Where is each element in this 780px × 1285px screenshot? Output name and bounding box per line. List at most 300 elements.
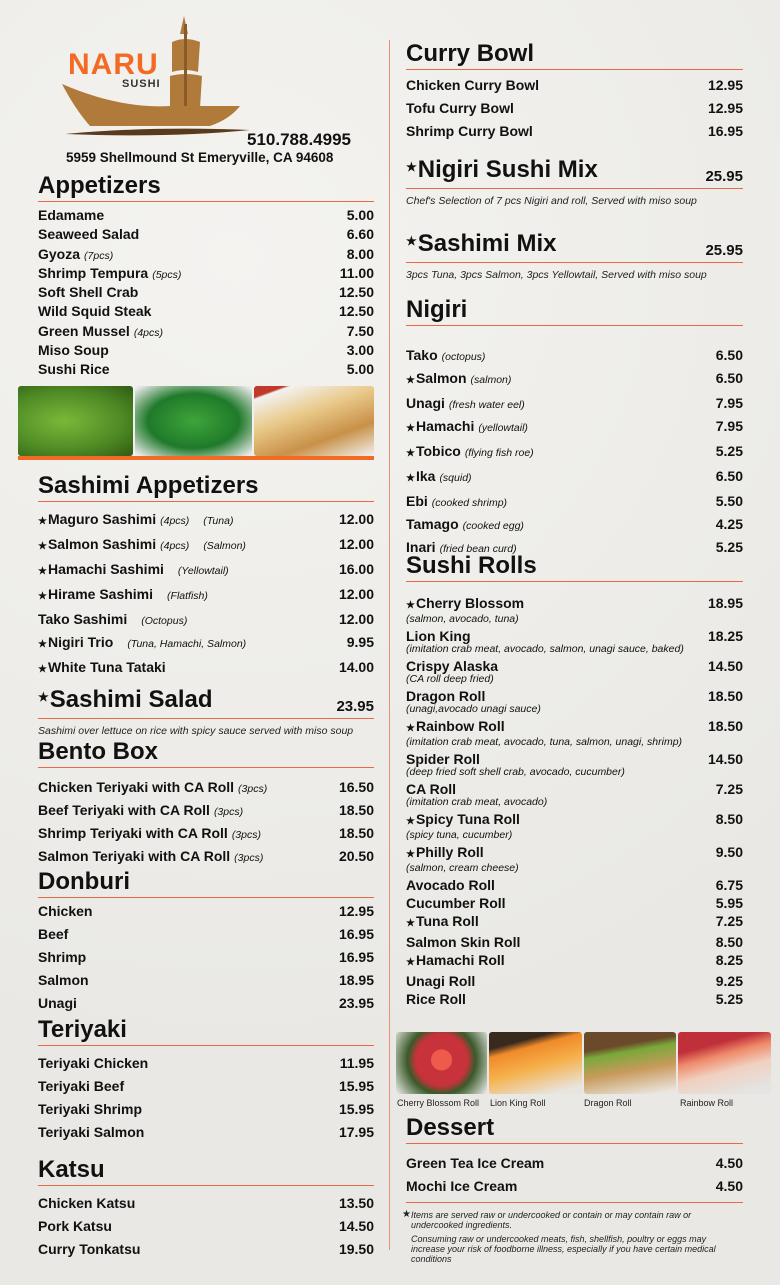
item-price: 14.50	[707, 751, 743, 767]
item-name-wrap	[406, 810, 520, 831]
star-icon: ★	[406, 375, 415, 386]
item-name: Tuna Roll	[415, 913, 479, 929]
item-name: White Tuna Tataki	[47, 659, 166, 675]
item-note: (cooked egg)	[462, 520, 524, 532]
item-name-wrap	[406, 843, 484, 864]
item-price: 5.25	[715, 443, 743, 459]
gyoza-photo	[254, 386, 374, 456]
item-description: (imitation crab meat, avocado)	[406, 796, 548, 808]
item-name-wrap	[38, 845, 263, 868]
section-title: Appetizers	[38, 172, 374, 202]
item-price: 5.00	[346, 207, 374, 223]
item-name: Tofu Curry Bowl	[406, 100, 514, 116]
item-name: Dragon Roll	[406, 688, 486, 704]
menu-item[interactable]	[38, 776, 374, 799]
menu-item[interactable]	[406, 344, 743, 367]
item-description: (CA roll deep fried)	[406, 673, 494, 685]
item-name-wrap	[406, 74, 539, 97]
item-name: Maguro Sashimi	[47, 511, 157, 527]
item-name: Hamachi	[415, 418, 475, 434]
sashimi-mix-price: 25.95	[705, 242, 743, 259]
item-name: Tako Sashimi	[38, 611, 128, 627]
item-name-wrap	[406, 513, 524, 536]
item-name-wrap	[406, 490, 507, 513]
item-name: Lion King	[406, 628, 471, 644]
star-icon: ★	[38, 664, 47, 675]
item-price: 5.95	[715, 895, 743, 911]
item-price: 12.00	[338, 536, 374, 552]
item-price: 16.50	[338, 779, 374, 795]
menu-item[interactable]	[406, 367, 743, 392]
item-name-wrap	[38, 822, 261, 845]
item-note: (Tuna)	[203, 515, 234, 527]
item-price: 18.50	[707, 718, 743, 734]
star-icon: ★	[406, 473, 415, 484]
item-price: 8.25	[715, 952, 743, 968]
item-name-wrap	[38, 608, 187, 631]
item-price: 3.00	[346, 342, 374, 359]
item-note: (4pcs)	[160, 515, 190, 527]
item-price: 18.50	[338, 802, 374, 818]
menu-item[interactable]	[406, 513, 743, 536]
item-price: 17.95	[338, 1124, 374, 1140]
item-name: Green Tea Ice Cream	[406, 1155, 545, 1171]
logo-name: NARU	[68, 48, 159, 81]
item-name: Seaweed Salad	[38, 226, 140, 243]
section-title: Nigiri	[406, 296, 743, 326]
menu-item[interactable]	[406, 876, 743, 894]
menu-item[interactable]	[406, 440, 743, 465]
menu-item[interactable]	[38, 1215, 374, 1238]
item-name: CA Roll	[406, 781, 457, 797]
star-icon: ★	[406, 448, 415, 459]
menu-item[interactable]	[38, 631, 374, 656]
item-description: (imitation crab meat, avocado, salmon, unagi sauce, baked)	[406, 643, 684, 655]
item-price: 5.50	[715, 493, 743, 509]
footnote-line2: Consuming raw or undercooked meats, fish, shellfish, poultry or eggs may increase your risk of foodborne illness, especially if you have certain medical conditions	[410, 1234, 716, 1264]
menu-item[interactable]	[406, 1152, 743, 1175]
item-note: (fried bean curd)	[439, 543, 517, 555]
menu-item[interactable]	[38, 799, 374, 822]
item-name-wrap	[38, 1121, 144, 1144]
item-name: Hamachi Sashimi	[47, 561, 164, 577]
menu-item[interactable]	[38, 558, 374, 583]
item-name-wrap	[38, 656, 166, 681]
item-name-wrap	[38, 1098, 142, 1121]
item-name-wrap	[38, 1075, 124, 1098]
menu-item[interactable]	[38, 923, 374, 946]
menu-item[interactable]	[38, 1075, 374, 1098]
item-description: (salmon, avocado, tuna)	[406, 613, 519, 625]
item-name-wrap	[406, 912, 479, 933]
item-name: Teriyaki Chicken	[38, 1055, 149, 1071]
item-price: 4.50	[715, 1178, 743, 1194]
item-name: Salmon Sashimi	[47, 536, 157, 552]
item-price: 7.95	[715, 395, 743, 411]
item-note: (cooked shrimp)	[431, 497, 508, 509]
item-price: 9.95	[346, 634, 374, 650]
item-name: Teriyaki Beef	[38, 1078, 125, 1094]
item-name: Green Mussel	[38, 322, 130, 339]
menu-item[interactable]	[38, 341, 374, 360]
item-note: (4pcs)	[133, 326, 164, 339]
item-name: Soft Shell Crab	[38, 284, 139, 301]
item-name: Philly Roll	[415, 844, 484, 860]
menu-item[interactable]	[38, 206, 374, 225]
item-name: Rice Roll	[406, 991, 466, 1007]
menu-item[interactable]	[38, 992, 374, 1015]
item-name-wrap	[38, 946, 86, 969]
item-description: (salmon, cream cheese)	[406, 862, 519, 874]
item-price: 16.95	[338, 926, 374, 942]
donburi-section	[38, 868, 374, 1015]
item-price: 6.50	[715, 370, 743, 386]
roll-photos	[396, 1032, 771, 1094]
section-title: Sashimi Appetizers	[38, 472, 374, 502]
item-price: 7.95	[715, 418, 743, 434]
item-note: (Salmon)	[203, 540, 246, 552]
item-name: Curry Tonkatsu	[38, 1241, 141, 1257]
item-description: (deep fried soft shell crab, avocado, cucumber)	[406, 766, 625, 778]
star-icon: ★	[38, 516, 47, 527]
item-name: Cucumber Roll	[406, 895, 506, 911]
section-title: Donburi	[38, 868, 374, 898]
item-name: Crispy Alaska	[406, 658, 499, 674]
item-name: Chicken	[38, 903, 93, 919]
footnote	[402, 1210, 742, 1264]
item-price: 12.00	[338, 511, 374, 527]
star-icon: ★	[406, 600, 415, 611]
item-name-wrap	[38, 225, 139, 244]
item-name: Chicken Curry Bowl	[406, 77, 540, 93]
photo-caption: Dragon Roll	[584, 1098, 632, 1108]
item-name-wrap	[38, 264, 181, 283]
menu-item[interactable]	[38, 283, 374, 302]
menu-item[interactable]	[38, 302, 374, 321]
menu-item[interactable]	[38, 1121, 374, 1144]
sashimi-mix-desc: 3pcs Tuna, 3pcs Salmon, 3pcs Yellowtail, Served with miso soup	[406, 269, 707, 281]
item-name: Hamachi Roll	[415, 952, 505, 968]
star-icon: ★	[406, 423, 415, 434]
item-note: (Yellowtail)	[177, 565, 229, 577]
item-name: Chicken Teriyaki with CA Roll	[38, 779, 235, 795]
nigiri-section	[406, 296, 743, 559]
star-icon: ★	[406, 723, 415, 734]
nigiri-mix-desc: Chef's Selection of 7 pcs Nigiri and roll, Served with miso soup	[406, 195, 697, 207]
item-name: Edamame	[38, 207, 105, 223]
item-name: Spicy Tuna Roll	[415, 811, 520, 827]
appetizer-photos	[18, 386, 374, 456]
item-name: Rainbow Roll	[415, 718, 505, 734]
menu-item[interactable]	[406, 717, 743, 738]
lion-king-roll-photo	[489, 1032, 582, 1094]
sashimi-appetizers-section	[38, 472, 374, 681]
photo-caption: Lion King Roll	[490, 1098, 546, 1108]
photo-caption: Cherry Blossom Roll	[397, 1098, 480, 1108]
item-name: Unagi Roll	[406, 973, 476, 989]
item-price: 23.95	[338, 995, 374, 1011]
item-name-wrap	[406, 97, 514, 120]
item-name: Ika	[415, 468, 436, 484]
menu-item[interactable]	[38, 583, 374, 608]
item-name-wrap	[38, 900, 92, 923]
item-name: Avocado Roll	[406, 877, 495, 893]
item-price: 8.50	[715, 934, 743, 950]
menu-item[interactable]	[38, 845, 374, 868]
section-title: Curry Bowl	[406, 40, 743, 70]
menu-item[interactable]	[406, 465, 743, 490]
item-name-wrap	[38, 1192, 135, 1215]
dragon-roll-photo	[584, 1032, 676, 1094]
item-description: (unagi,avocado unagi sauce)	[406, 703, 541, 715]
item-name: Inari	[406, 539, 436, 555]
rainbow-roll-photo	[678, 1032, 771, 1094]
item-name: Unagi	[38, 995, 77, 1011]
section-title: ★Sashimi Salad 23.95	[38, 686, 374, 719]
item-price: 18.25	[707, 628, 743, 644]
sashimi-mix-section	[406, 230, 743, 281]
item-price: 14.50	[338, 1218, 374, 1234]
section-title: Bento Box	[38, 738, 374, 768]
dessert-rule	[406, 1202, 743, 1203]
item-name: Shrimp	[38, 949, 87, 965]
item-name: Cherry Blossom	[415, 595, 525, 611]
item-name-wrap	[38, 992, 77, 1015]
menu-item[interactable]	[406, 933, 743, 951]
menu-item[interactable]	[406, 990, 743, 1008]
item-price: 12.00	[338, 586, 374, 602]
item-price: 13.50	[338, 1195, 374, 1211]
item-price: 7.25	[715, 913, 743, 929]
item-name: Teriyaki Shrimp	[38, 1101, 143, 1117]
item-name-wrap	[38, 776, 267, 799]
item-name-wrap	[38, 533, 246, 558]
item-name-wrap	[38, 508, 233, 533]
menu-item[interactable]	[406, 894, 743, 912]
menu-item[interactable]	[406, 912, 743, 933]
curry-bowl-section	[406, 40, 743, 143]
item-name-wrap	[38, 360, 110, 379]
menu-item[interactable]	[38, 608, 374, 631]
item-name-wrap	[38, 1215, 112, 1238]
item-note: (flying fish roe)	[464, 447, 534, 459]
menu-item[interactable]	[38, 533, 374, 558]
menu-item[interactable]	[406, 843, 743, 864]
item-note: (Octopus)	[141, 615, 188, 627]
item-name: Ebi	[406, 493, 428, 509]
item-name: Mochi Ice Cream	[406, 1178, 518, 1194]
cherry-blossom-roll-photo	[396, 1032, 487, 1094]
menu-item[interactable]	[38, 1192, 374, 1215]
sushi-rolls-section	[406, 552, 743, 1008]
menu-item[interactable]	[406, 415, 743, 440]
item-name: Tobico	[415, 443, 461, 459]
menu-item[interactable]	[38, 656, 374, 681]
item-name-wrap	[406, 717, 505, 738]
logo	[60, 14, 360, 164]
item-name: Nigiri Trio	[47, 634, 114, 650]
item-name: Tako	[406, 347, 438, 363]
menu-item[interactable]	[406, 97, 743, 120]
menu-item[interactable]	[406, 951, 743, 972]
item-price: 6.75	[715, 877, 743, 893]
item-name-wrap	[38, 969, 89, 992]
item-name: Tamago	[406, 516, 459, 532]
nigiri-mix-price: 25.95	[705, 168, 743, 185]
menu-item[interactable]	[406, 810, 743, 831]
item-note: (5pcs)	[152, 268, 182, 281]
item-name-wrap	[38, 322, 163, 341]
item-name-wrap	[406, 465, 472, 490]
item-name: Gyoza	[38, 245, 81, 262]
item-price: 9.25	[715, 973, 743, 989]
item-price: 18.95	[707, 595, 743, 611]
item-note: (yellowtail)	[478, 422, 528, 434]
section-title: Dessert	[406, 1114, 743, 1144]
star-icon: ★	[406, 849, 415, 860]
item-name-wrap	[406, 933, 520, 951]
menu-item[interactable]	[38, 1052, 374, 1075]
item-price: 5.25	[715, 991, 743, 1007]
item-price: 15.95	[338, 1078, 374, 1094]
star-icon: ★	[38, 639, 47, 650]
item-name-wrap	[38, 1052, 148, 1075]
item-name: Shrimp Curry Bowl	[406, 123, 533, 139]
star-icon: ★	[38, 591, 47, 602]
item-name-wrap	[406, 894, 506, 912]
section-title: Teriyaki	[38, 1016, 374, 1046]
sashimi-salad-desc: Sashimi over lettuce on rice with spicy sauce served with miso soup	[38, 725, 354, 737]
item-name-wrap	[406, 367, 511, 392]
bento-box-section	[38, 738, 374, 868]
menu-item[interactable]	[38, 264, 374, 283]
item-name-wrap	[38, 583, 208, 608]
item-price: 16.95	[338, 949, 374, 965]
item-name: Miso Soup	[38, 342, 109, 359]
star-icon: ★	[406, 816, 415, 827]
item-price: 7.25	[715, 781, 743, 797]
item-name: Shrimp Teriyaki with CA Roll	[38, 825, 228, 841]
menu-item[interactable]	[38, 508, 374, 533]
item-name-wrap	[406, 594, 524, 615]
item-note: (3pcs)	[238, 783, 268, 795]
item-name-wrap	[406, 415, 528, 440]
seaweed-salad-photo	[135, 386, 252, 456]
menu-item[interactable]	[38, 225, 374, 244]
item-note: (Flatfish)	[167, 590, 208, 602]
item-name: Wild Squid Steak	[38, 303, 152, 320]
menu-item[interactable]	[406, 972, 743, 990]
item-price: 7.50	[346, 322, 374, 339]
menu-item[interactable]	[406, 74, 743, 97]
item-description: (imitation crab meat, avocado, tuna, salmon, unagi, shrimp)	[406, 736, 683, 748]
item-price: 16.00	[338, 561, 374, 577]
item-price: 9.50	[715, 844, 743, 860]
item-price: 12.95	[707, 100, 743, 116]
item-name-wrap	[406, 440, 534, 465]
item-name: Chicken Katsu	[38, 1195, 136, 1211]
column-divider	[389, 40, 390, 1250]
item-name-wrap	[38, 1238, 140, 1261]
item-name-wrap	[38, 558, 229, 583]
item-price: 16.95	[707, 123, 743, 139]
item-note: (3pcs)	[234, 852, 264, 864]
menu-item[interactable]	[38, 322, 374, 341]
item-name: Shrimp Tempura	[38, 264, 149, 281]
item-name-wrap	[38, 799, 243, 822]
katsu-section	[38, 1156, 374, 1261]
dessert-section	[406, 1114, 743, 1203]
item-name: Salmon	[415, 370, 467, 386]
item-note: (salmon)	[470, 374, 512, 386]
menu-item[interactable]	[406, 120, 743, 143]
item-price: 20.50	[338, 848, 374, 864]
item-name: Hirame Sashimi	[47, 586, 154, 602]
item-price: 6.50	[715, 468, 743, 484]
item-name-wrap	[406, 392, 525, 415]
menu-item[interactable]	[38, 245, 374, 264]
item-price: 11.95	[339, 1055, 374, 1071]
item-name-wrap	[38, 631, 246, 656]
item-name: Teriyaki Salmon	[38, 1124, 145, 1140]
item-price: 14.00	[338, 659, 374, 675]
item-price: 12.50	[338, 284, 374, 301]
item-price: 12.95	[338, 903, 374, 919]
item-name-wrap	[406, 1152, 544, 1175]
item-price: 5.00	[346, 361, 374, 378]
menu-item[interactable]	[38, 822, 374, 845]
phone-number[interactable]: 510.788.4995	[247, 130, 351, 149]
menu-item[interactable]	[406, 1175, 743, 1198]
menu-item[interactable]	[38, 946, 374, 969]
menu-item[interactable]	[406, 392, 743, 415]
item-price: 4.50	[715, 1155, 743, 1171]
footnote-line1: Items are served raw or undercooked or contain or may contain raw or undercooked ingredients.	[410, 1210, 692, 1230]
menu-item[interactable]	[406, 594, 743, 615]
section-title: Katsu	[38, 1156, 374, 1186]
star-icon: ★	[38, 566, 47, 577]
star-icon: ★	[38, 541, 47, 552]
item-name-wrap	[406, 951, 505, 972]
item-name: Sushi Rice	[38, 361, 110, 378]
item-price: 18.50	[707, 688, 743, 704]
menu-item[interactable]	[38, 969, 374, 992]
orange-rule	[18, 456, 374, 460]
item-name-wrap	[38, 206, 104, 225]
item-note: (3pcs)	[213, 806, 244, 818]
menu-item[interactable]	[38, 900, 374, 923]
item-name-wrap	[38, 302, 151, 321]
item-price: 12.00	[338, 611, 374, 627]
photo-caption: Rainbow Roll	[680, 1098, 734, 1108]
menu-item[interactable]	[38, 1238, 374, 1261]
menu-item[interactable]	[406, 490, 743, 513]
item-name-wrap	[38, 923, 68, 946]
item-note: (4pcs)	[160, 540, 190, 552]
item-name: Spider Roll	[406, 751, 480, 767]
item-price: 12.50	[338, 303, 374, 320]
menu-item[interactable]	[38, 360, 374, 379]
teriyaki-section	[38, 1016, 374, 1144]
item-price: 6.50	[715, 347, 743, 363]
address: 5959 Shellmound St Emeryville, CA 94608	[66, 150, 334, 165]
item-description: (spicy tuna, cucumber)	[406, 829, 513, 841]
edamame-photo	[18, 386, 133, 456]
item-price: 12.95	[707, 77, 743, 93]
item-name-wrap	[406, 1175, 517, 1198]
star-icon: ★	[406, 918, 415, 929]
menu-item[interactable]	[38, 1098, 374, 1121]
